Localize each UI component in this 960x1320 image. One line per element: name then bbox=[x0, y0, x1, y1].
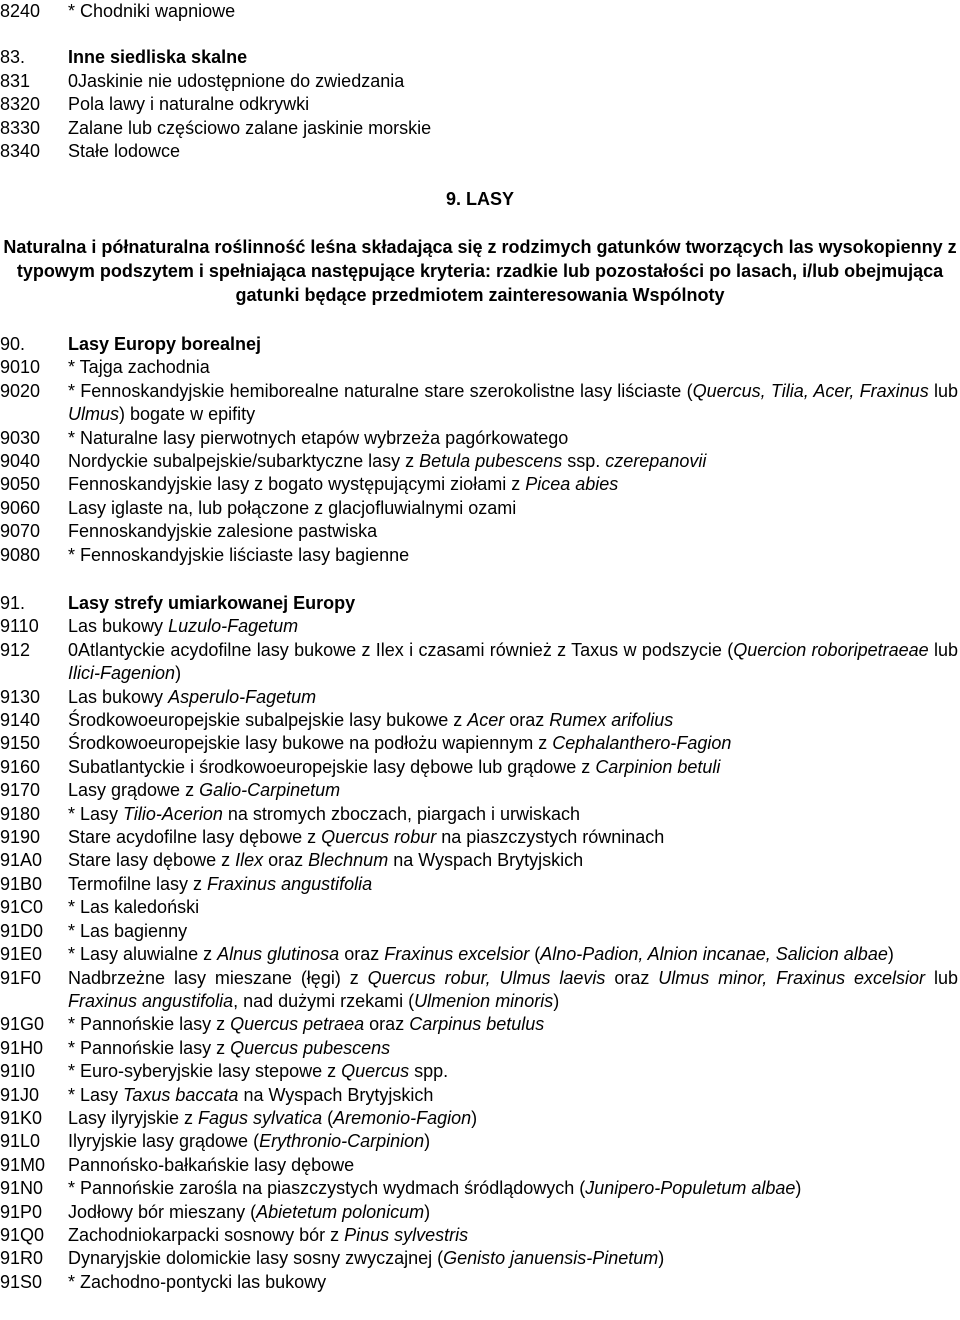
text-fragment: * Lasy bbox=[68, 1084, 124, 1105]
habitat-code: 91H0 bbox=[0, 1037, 44, 1058]
species-name: Ulmus bbox=[68, 404, 120, 425]
list-item bbox=[0, 896, 960, 919]
habitat-code: 8320 bbox=[0, 94, 41, 115]
habitat-name bbox=[68, 709, 960, 732]
text-fragment: * Euro-syberyjskie lasy stepowe z bbox=[68, 1061, 342, 1082]
habitat-code: 9010 bbox=[0, 357, 41, 378]
list-item bbox=[0, 117, 960, 140]
species-name: Ilici-Fagenion bbox=[68, 663, 176, 684]
text-fragment: * Tajga zachodnia bbox=[68, 357, 210, 378]
habitat-name: Zalane lub częściowo zalane jaskinie morskie bbox=[68, 117, 432, 138]
habitat-code: 91F0 bbox=[0, 967, 42, 988]
species-name: Aremonio-Fagion bbox=[333, 1107, 472, 1128]
habitat-name bbox=[68, 1084, 960, 1107]
list-item bbox=[0, 473, 960, 496]
habitat-name bbox=[68, 873, 960, 896]
habitat-code: 9070 bbox=[0, 521, 41, 542]
text-fragment: Lasy grądowe z bbox=[68, 780, 200, 801]
habitat-code: 9140 bbox=[0, 710, 41, 731]
list-item bbox=[0, 1201, 960, 1224]
text-fragment: Stare lasy dębowe z bbox=[68, 850, 236, 871]
species-name: Quercus petraea bbox=[230, 1014, 365, 1035]
habitat-code: 91G0 bbox=[0, 1014, 45, 1035]
species-name: Quercus robur, Ulmus laevis bbox=[367, 967, 606, 988]
list-item bbox=[0, 686, 960, 709]
species-name: Ulmenion minoris bbox=[414, 990, 554, 1011]
species-name: czerepanovii bbox=[605, 451, 707, 472]
text-fragment: * Las kaledoński bbox=[68, 897, 200, 918]
habitat-name bbox=[68, 1271, 960, 1294]
habitat-name bbox=[68, 615, 960, 638]
habitat-name bbox=[68, 544, 960, 567]
habitat-code: 8240 bbox=[0, 1, 41, 21]
habitat-code: 9130 bbox=[0, 686, 41, 707]
list-item bbox=[0, 826, 960, 849]
text-fragment: lub bbox=[925, 967, 958, 988]
species-name: Acer bbox=[467, 710, 505, 731]
text-fragment: ) bbox=[424, 1201, 431, 1222]
text-fragment: Zachodniokarpacki sosnowy bór z bbox=[68, 1224, 345, 1245]
text-fragment: Środkowoeuropejskie subalpejskie lasy bukowe z bbox=[68, 710, 468, 731]
text-fragment: 0Atlantyckie acydofilne lasy bukowe z Ilex i czasami również z Taxus w podszycie ( bbox=[68, 639, 734, 660]
species-name: Blechnum bbox=[308, 850, 389, 871]
list-item bbox=[0, 93, 960, 116]
list-item bbox=[0, 943, 960, 966]
list-item bbox=[0, 1130, 960, 1153]
section-90 bbox=[0, 333, 960, 567]
habitat-name bbox=[68, 497, 960, 520]
species-name: Fraxinus angustifolia bbox=[68, 990, 234, 1011]
text-fragment: Stare acydofilne lasy dębowe z bbox=[68, 827, 322, 848]
habitat-name bbox=[68, 779, 960, 802]
species-name: Abietetum polonicum bbox=[256, 1201, 425, 1222]
list-item bbox=[0, 356, 960, 379]
text-fragment: Ilyryjskie lasy grądowe ( bbox=[68, 1131, 260, 1152]
habitat-code: 9170 bbox=[0, 780, 41, 801]
habitat-code: 91D0 bbox=[0, 920, 44, 941]
section-number: 83. bbox=[0, 47, 26, 68]
habitat-code: 9020 bbox=[0, 380, 41, 401]
habitat-code: 91C0 bbox=[0, 897, 44, 918]
habitat-code: 91E0 bbox=[0, 944, 43, 965]
habitat-name bbox=[68, 756, 960, 779]
habitat-name bbox=[68, 1107, 960, 1130]
text-fragment: * Pannońskie lasy z bbox=[68, 1037, 231, 1058]
text-fragment: oraz bbox=[364, 1014, 410, 1035]
list-item bbox=[0, 920, 960, 943]
habitat-name bbox=[68, 380, 960, 427]
species-name: Ilex bbox=[235, 850, 264, 871]
text-fragment: lub bbox=[928, 639, 958, 660]
species-name: Ulmus minor, Fraxinus excelsior bbox=[658, 967, 926, 988]
habitat-code: 8330 bbox=[0, 117, 41, 138]
habitat-list bbox=[0, 356, 960, 567]
section-title: Lasy strefy umiarkowanej Europy bbox=[68, 593, 356, 613]
habitat-code: 9040 bbox=[0, 451, 41, 472]
habitat-code: 9150 bbox=[0, 733, 41, 754]
text-fragment: Środkowoeuropejskie lasy bukowe na podłożu wapiennym z bbox=[68, 733, 553, 754]
habitat-name bbox=[68, 1130, 960, 1153]
text-fragment: Nordyckie subalpejskie/subarktyczne lasy z bbox=[68, 451, 420, 472]
species-name: Quercion roboripetraeae bbox=[733, 639, 929, 660]
list-item bbox=[0, 450, 960, 473]
species-name: Fraxinus excelsior bbox=[384, 944, 530, 965]
habitat-code: 91I0 bbox=[0, 1061, 36, 1082]
section-83 bbox=[0, 0, 960, 163]
species-name: Asperulo-Fagetum bbox=[168, 686, 317, 707]
habitat-code: 9050 bbox=[0, 474, 41, 495]
section-heading bbox=[0, 333, 960, 356]
text-fragment: spp. bbox=[409, 1061, 449, 1082]
text-fragment: ) bbox=[795, 1178, 802, 1199]
section-heading bbox=[0, 592, 960, 615]
species-name: Fagus sylvatica bbox=[198, 1107, 323, 1128]
habitat-name bbox=[68, 427, 960, 450]
section-title: Lasy Europy borealnej bbox=[68, 334, 262, 354]
habitat-name bbox=[68, 1224, 960, 1247]
habitat-name bbox=[68, 639, 960, 686]
text-fragment: na Wyspach Brytyjskich bbox=[388, 850, 584, 871]
habitat-code: 91L0 bbox=[0, 1131, 41, 1152]
text-fragment: * Fennoskandyjskie hemiborealne naturalne stare szerokolistne lasy liściaste ( bbox=[68, 380, 693, 401]
habitat-name: * Chodniki wapniowe bbox=[68, 1, 236, 21]
habitat-code: 91S0 bbox=[0, 1271, 43, 1292]
list-item bbox=[0, 544, 960, 567]
text-fragment: na stromych zboczach, piargach i urwiskach bbox=[222, 803, 581, 824]
habitat-name: Stałe lodowce bbox=[68, 141, 181, 162]
text-fragment: oraz bbox=[504, 710, 550, 731]
text-fragment: Pannońsko-bałkańskie lasy dębowe bbox=[68, 1154, 355, 1175]
text-fragment: Fennoskandyjskie lasy z bogato występującymi ziołami z bbox=[68, 474, 526, 495]
text-fragment: ) bbox=[553, 990, 560, 1011]
habitat-code: 91Q0 bbox=[0, 1224, 45, 1245]
chapter-intro: Naturalna i półnaturalna roślinność leśna składająca się z rodzimych gatunków tworzących las wysokopienny z typowym podszytem i spełniająca następujące kryteria: rzadkie lub pozostałości po lasach, i/lub obejmująca gatunki będące przedmiotem zainteresowania Wspólnoty bbox=[3, 237, 957, 306]
text-fragment: na Wyspach Brytyjskich bbox=[238, 1084, 434, 1105]
text-fragment: * Lasy aluwialne z bbox=[68, 944, 218, 965]
text-fragment: * Naturalne lasy pierwotnych etapów wybrzeża pagórkowatego bbox=[68, 427, 569, 448]
habitat-name: 0Jaskinie nie udostępnione do zwiedzania bbox=[68, 70, 405, 91]
text-fragment: , nad dużymi rzekami ( bbox=[233, 990, 415, 1011]
list-item bbox=[0, 140, 960, 163]
text-fragment: Lasy ilyryjskie z bbox=[68, 1107, 199, 1128]
habitat-name bbox=[68, 473, 960, 496]
habitat-code: 91J0 bbox=[0, 1084, 40, 1105]
text-fragment: ) bbox=[424, 1131, 431, 1152]
habitat-name bbox=[68, 1154, 960, 1177]
species-name: Galio-Carpinetum bbox=[199, 780, 341, 801]
text-fragment: * Zachodno-pontycki las bukowy bbox=[68, 1271, 327, 1292]
habitat-name bbox=[68, 1247, 960, 1270]
list-item bbox=[0, 756, 960, 779]
species-name: Taxus baccata bbox=[123, 1084, 239, 1105]
list-item bbox=[0, 1154, 960, 1177]
habitat-code: 9180 bbox=[0, 803, 41, 824]
habitat-code: 9080 bbox=[0, 544, 41, 565]
habitat-name bbox=[68, 356, 960, 379]
list-item bbox=[0, 1247, 960, 1270]
species-name: Betula pubescens bbox=[419, 451, 563, 472]
habitat-code: 9190 bbox=[0, 827, 41, 848]
text-fragment: Nadbrzeżne lasy mieszane (łęgi) z bbox=[68, 967, 368, 988]
species-name: Rumex arifolius bbox=[549, 710, 674, 731]
habitat-code: 91P0 bbox=[0, 1201, 43, 1222]
text-fragment: ssp. bbox=[562, 451, 606, 472]
text-fragment: * Lasy bbox=[68, 803, 124, 824]
chapter-title: 9. LASY bbox=[445, 189, 515, 209]
habitat-name bbox=[68, 1037, 960, 1060]
list-item bbox=[0, 1060, 960, 1083]
text-fragment: Subatlantyckie i środkowoeuropejskie lasy dębowe lub grądowe z bbox=[68, 756, 596, 777]
habitat-list bbox=[0, 615, 960, 1294]
section-heading bbox=[0, 46, 960, 69]
habitat-name bbox=[68, 826, 960, 849]
habitat-code: 9110 bbox=[0, 616, 39, 637]
text-fragment: * Pannońskie lasy z bbox=[68, 1014, 231, 1035]
text-fragment: ) bogate w epifity bbox=[119, 404, 256, 425]
list-item bbox=[0, 1271, 960, 1294]
habitat-name bbox=[68, 1177, 960, 1200]
habitat-name bbox=[68, 520, 960, 543]
species-name: Cephalanthero-Fagion bbox=[552, 733, 732, 754]
habitat-code: 91B0 bbox=[0, 873, 43, 894]
species-name: Alno-Padion, Alnion incanae, Salicion albae bbox=[540, 944, 888, 965]
habitat-name: Pola lawy i naturalne odkrywki bbox=[68, 94, 310, 115]
species-name: Genisto januensis-Pinetum bbox=[443, 1248, 659, 1269]
list-item bbox=[0, 497, 960, 520]
list-item bbox=[0, 70, 960, 93]
text-fragment: Lasy iglaste na, lub połączone z glacjofluwialnymi ozami bbox=[68, 497, 517, 518]
species-name: Erythronio-Carpinion bbox=[259, 1131, 425, 1152]
text-fragment: * Las bagienny bbox=[68, 920, 188, 941]
habitat-name bbox=[68, 686, 960, 709]
list-item bbox=[0, 873, 960, 896]
habitat-name bbox=[68, 1013, 960, 1036]
text-fragment: Jodłowy bór mieszany ( bbox=[68, 1201, 257, 1222]
text-fragment: ) bbox=[887, 944, 894, 965]
habitat-code: 91N0 bbox=[0, 1178, 44, 1199]
list-item bbox=[0, 1107, 960, 1130]
list-item bbox=[0, 779, 960, 802]
habitat-code: 91M0 bbox=[0, 1154, 46, 1175]
habitat-name bbox=[68, 967, 960, 1014]
habitat-name bbox=[68, 920, 960, 943]
species-name: Tilio-Acerion bbox=[123, 803, 223, 824]
list-item bbox=[0, 732, 960, 755]
text-fragment: ( bbox=[322, 1107, 334, 1128]
chapter-9 bbox=[0, 188, 960, 307]
list-item bbox=[0, 1084, 960, 1107]
species-name: Luzulo-Fagetum bbox=[168, 616, 299, 637]
habitat-name bbox=[68, 896, 960, 919]
list-item bbox=[0, 0, 960, 23]
species-name: Alnus glutinosa bbox=[217, 944, 340, 965]
text-fragment: Termofilne lasy z bbox=[68, 873, 208, 894]
text-fragment: oraz bbox=[263, 850, 309, 871]
list-item bbox=[0, 639, 960, 686]
list-item bbox=[0, 849, 960, 872]
species-name: Quercus robur bbox=[321, 827, 437, 848]
text-fragment: Fennoskandyjskie zalesione pastwiska bbox=[68, 521, 378, 542]
habitat-code: 9060 bbox=[0, 497, 41, 518]
species-name: Quercus, Tilia, Acer, Fraxinus bbox=[692, 380, 929, 401]
habitat-code: 91A0 bbox=[0, 850, 43, 871]
species-name: Junipero-Populetum albae bbox=[585, 1178, 796, 1199]
list-item bbox=[0, 1013, 960, 1036]
list-item bbox=[0, 427, 960, 450]
species-name: Quercus pubescens bbox=[230, 1037, 391, 1058]
section-title: Inne siedliska skalne bbox=[68, 47, 248, 68]
list-item bbox=[0, 1037, 960, 1060]
list-item bbox=[0, 520, 960, 543]
habitat-code: 91R0 bbox=[0, 1248, 44, 1269]
habitat-code: 9160 bbox=[0, 756, 41, 777]
text-fragment: ) bbox=[658, 1248, 665, 1269]
habitat-name bbox=[68, 803, 960, 826]
text-fragment: oraz bbox=[339, 944, 385, 965]
section-91 bbox=[0, 592, 960, 1294]
text-fragment: Las bukowy bbox=[68, 616, 169, 637]
species-name: Picea abies bbox=[525, 474, 619, 495]
list-item bbox=[0, 380, 960, 427]
species-name: Carpinion betuli bbox=[595, 756, 721, 777]
section-number: 90. bbox=[0, 334, 26, 354]
text-fragment: lub bbox=[928, 380, 959, 401]
text-fragment: ( bbox=[529, 944, 541, 965]
habitat-name bbox=[68, 732, 960, 755]
habitat-name bbox=[68, 1060, 960, 1083]
habitat-name bbox=[68, 849, 960, 872]
species-name: Carpinus betulus bbox=[409, 1014, 545, 1035]
text-fragment: na piaszczystych równinach bbox=[436, 827, 665, 848]
species-name: Fraxinus angustifolia bbox=[207, 873, 373, 894]
list-item bbox=[0, 615, 960, 638]
habitat-code: 912 bbox=[0, 639, 31, 660]
habitat-code: 831 bbox=[0, 70, 31, 91]
list-item bbox=[0, 1177, 960, 1200]
species-name: Quercus bbox=[341, 1061, 410, 1082]
section-number: 91. bbox=[0, 593, 26, 613]
habitat-name bbox=[68, 450, 960, 473]
text-fragment: Las bukowy bbox=[68, 686, 169, 707]
text-fragment: Dynaryjskie dolomickie lasy sosny zwyczajnej ( bbox=[68, 1248, 444, 1269]
habitat-name bbox=[68, 1201, 960, 1224]
text-fragment: oraz bbox=[605, 967, 659, 988]
text-fragment: * Pannońskie zarośla na piaszczystych wydmach śródlądowych ( bbox=[68, 1178, 586, 1199]
text-fragment: * Fennoskandyjskie liściaste lasy bagienne bbox=[68, 544, 410, 565]
habitat-code: 91K0 bbox=[0, 1107, 43, 1128]
habitat-code: 8340 bbox=[0, 141, 41, 162]
list-item bbox=[0, 803, 960, 826]
list-item bbox=[0, 1224, 960, 1247]
text-fragment: ) bbox=[471, 1107, 478, 1128]
list-item bbox=[0, 967, 960, 1014]
species-name: Pinus sylvestris bbox=[344, 1224, 469, 1245]
list-item bbox=[0, 709, 960, 732]
text-fragment: ) bbox=[175, 663, 182, 684]
habitat-name bbox=[68, 943, 960, 966]
habitat-list bbox=[0, 70, 960, 164]
habitat-code: 9030 bbox=[0, 427, 41, 448]
